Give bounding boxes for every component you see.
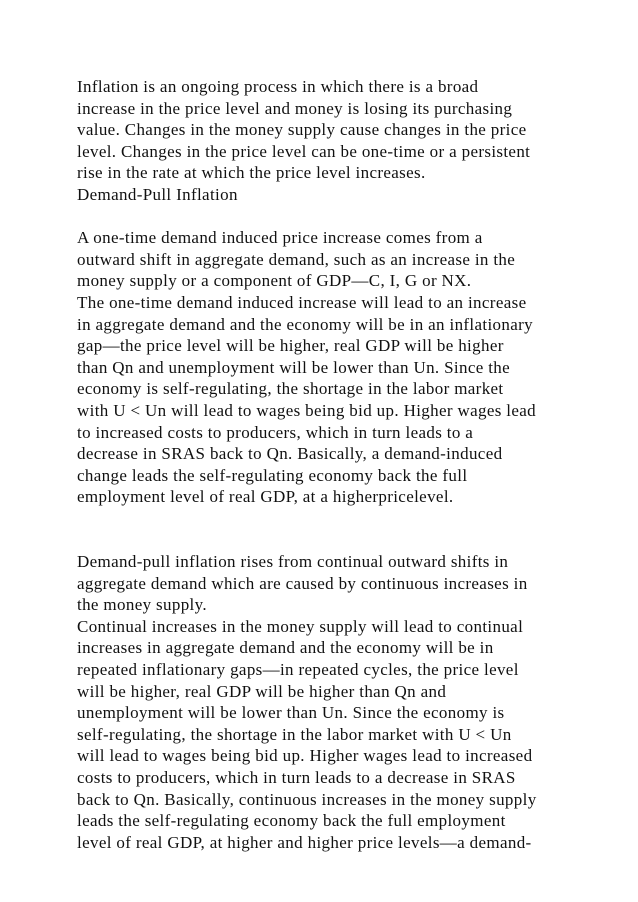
paragraph-inflationary-gap xyxy=(77,292,577,508)
text-line: The one-time demand induced increase will lead to an increase xyxy=(77,292,527,312)
text-line: back to Qn. Basically, continuous increases in the money supply xyxy=(77,789,537,809)
paragraph-demand-pull xyxy=(77,551,577,616)
blank-line xyxy=(77,206,577,228)
blank-line xyxy=(77,508,577,530)
text-line: will be higher, real GDP will be higher than Qn and xyxy=(77,681,447,701)
text-line: rise in the rate at which the price level increases. xyxy=(77,163,426,183)
text-line: Continual increases in the money supply will lead to continual xyxy=(77,616,524,636)
text-line: gap—the price level will be higher, real GDP will be higher xyxy=(77,336,504,356)
text-line: increases in aggregate demand and the economy will be in xyxy=(77,638,494,658)
text-line: leads the self-regulating economy back the full employment xyxy=(77,811,506,831)
text-line: decrease in SRAS back to Qn. Basically, a demand-induced xyxy=(77,444,503,464)
text-line: economy is self-regulating, the shortage in the labor market xyxy=(77,379,504,399)
text-line: increase in the price level and money is losing its purchasing xyxy=(77,98,513,118)
text-line: costs to producers, which in turn leads to a decrease in SRAS xyxy=(77,768,516,787)
document-body xyxy=(77,76,577,853)
text-line: outward shift in aggregate demand, such as an increase in the xyxy=(77,249,516,269)
text-line: in aggregate demand and the economy will be in an inflationary xyxy=(77,314,533,334)
text-line: self-regulating, the shortage in the labor market with U < Un xyxy=(77,724,512,744)
text-line: aggregate demand which are caused by continuous increases in xyxy=(77,573,528,593)
text-line: A one-time demand induced price increase comes from a xyxy=(77,228,483,248)
text-line: will lead to wages being bid up. Higher wages lead to increased xyxy=(77,746,533,766)
text-line: repeated inflationary gaps—in repeated cycles, the price level xyxy=(77,660,519,680)
text-line: level of real GDP, at higher and higher price levels—a demand- xyxy=(77,832,532,852)
text-line: to increased costs to producers, which in turn leads to a xyxy=(77,422,474,442)
text-line: the money supply. xyxy=(77,595,207,615)
text-line: money supply or a component of GDP—C, I, G or NX. xyxy=(77,271,472,291)
text-line: than Qn and unemployment will be lower than Un. Since the xyxy=(77,357,511,377)
text-line: employment level of real GDP, at a higherpricelevel. xyxy=(77,487,454,507)
text-line: level. Changes in the price level can be one-time or a persistent xyxy=(77,141,531,161)
section-heading: Demand-Pull Inflation xyxy=(77,184,238,204)
text-line: value. Changes in the money supply cause changes in the price xyxy=(77,120,527,140)
text-line: Demand-pull inflation rises from continual outward shifts in xyxy=(77,552,509,572)
text-line: Inflation is an ongoing process in which there is a broad xyxy=(77,77,479,96)
paragraph-inflation-definition xyxy=(77,76,577,184)
blank-line xyxy=(77,529,577,551)
paragraph-one-time-increase xyxy=(77,227,577,292)
text-line: with U < Un will lead to wages being bid up. Higher wages lead xyxy=(77,400,537,420)
paragraph-continual-increases xyxy=(77,616,577,854)
text-line: unemployment will be lower than Un. Since the economy is xyxy=(77,703,505,723)
text-line: change leads the self-regulating economy back the full xyxy=(77,465,468,485)
